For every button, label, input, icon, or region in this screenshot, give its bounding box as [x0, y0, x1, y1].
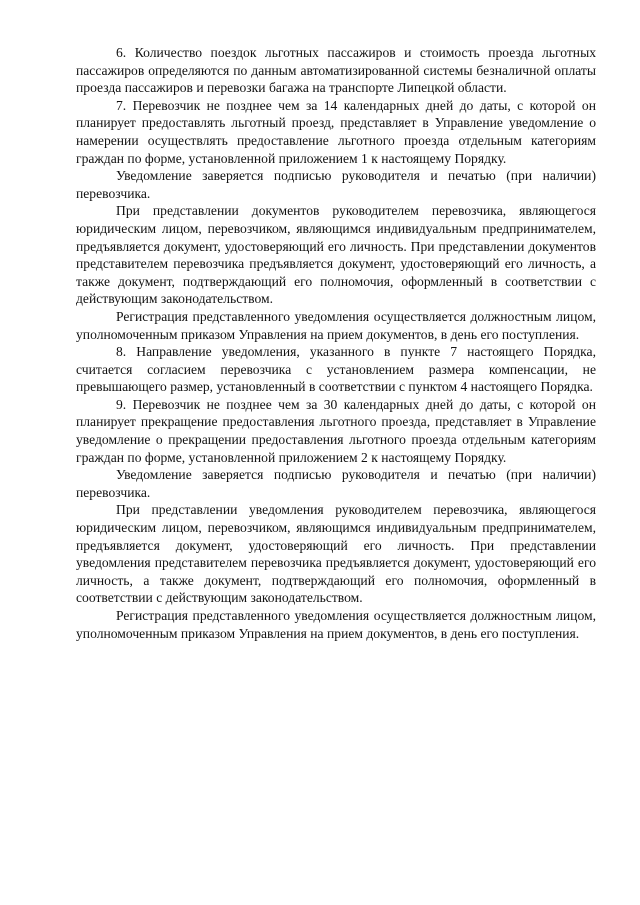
- paragraph-9-identity-docs: При представлении уведомления руководителем перевозчика, являющегося юридическим лицом, перевозчиком, являющимся индивидуальным предпринимателем, предъявляется документ, удостоверяющий его личность. При представлении уведомления представителем перевозчика предъявляется документ, удостоверяющий его личность, а также документ, подтверждающий его полномочия, оформленный в соответствии с действующим законодательством.: [76, 502, 596, 606]
- paragraph-7-registration: Регистрация представленного уведомления осуществляется должностным лицом, уполномоченным приказом Управления на прием документов, в день его поступления.: [76, 308, 596, 342]
- paragraph-7: 7. Перевозчик не позднее чем за 14 календарных дней до даты, с которой он планирует предоставлять льготный проезд, представляет в Управление уведомление о намерении осуществлять предоставление льготного проезда отдельным категориям граждан по форме, установленной приложением 1 к настоящему Порядку.: [76, 97, 596, 166]
- paragraph-9-certification: Уведомление заверяется подписью руководителя и печатью (при наличии) перевозчика.: [76, 467, 596, 500]
- document-body: [76, 44, 596, 642]
- paragraph-6: 6. Количество поездок льготных пассажиров и стоимость проезда льготных пассажиров определяются по данным автоматизированной системы безналичной оплаты проезда пассажиров и перевозки багажа на транспорте Липецкой области.: [76, 45, 596, 96]
- paragraph-9: 9. Перевозчик не позднее чем за 30 календарных дней до даты, с которой он планирует прекращение предоставления льготного проезда, представляет в Управление уведомление о прекращении предоставления льготного проезда отдельным категориям граждан по форме, установленной приложением 2 к настоящему Порядку.: [76, 396, 596, 465]
- paragraph-7-certification: Уведомление заверяется подписью руководителя и печатью (при наличии) перевозчика.: [76, 168, 596, 201]
- paragraph-8: 8. Направление уведомления, указанного в пункте 7 настоящего Порядка, считается согласием перевозчика с установлением размера компенсации, не превышающего размер, установленный в соответствии с пунктом 4 настоящего Порядка.: [76, 344, 596, 395]
- paragraph-9-registration: Регистрация представленного уведомления осуществляется должностным лицом, уполномоченным приказом Управления на прием документов, в день его поступления.: [76, 608, 596, 641]
- paragraph-7-identity-docs: При представлении документов руководителем перевозчика, являющегося юридическим лицом, перевозчиком, являющимся индивидуальным предпринимателем, предъявляется документ, удостоверяющий его личность. При представлении документов представителем перевозчика предъявляется документ, удостоверяющий его личность, а также документ, подтверждающий его полномочия, оформленный в соответствии с действующим законодательством.: [76, 203, 596, 307]
